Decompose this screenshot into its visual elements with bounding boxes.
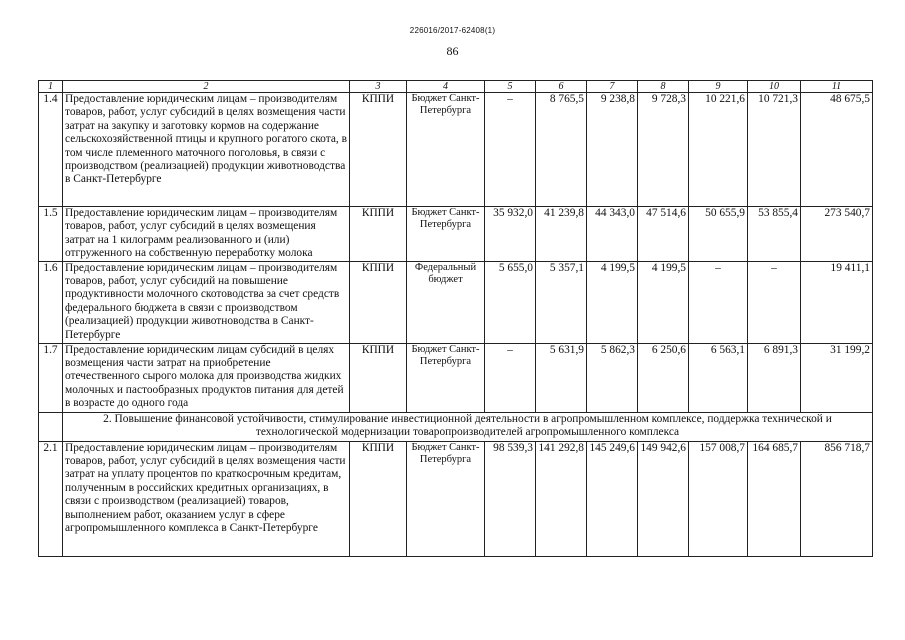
row-number: 1.4 <box>39 93 63 207</box>
administrator: КППИ <box>350 261 407 343</box>
administrator: КППИ <box>350 343 407 412</box>
table-row <box>39 343 873 412</box>
value-cell: 5 631,9 <box>536 343 587 412</box>
funding-source: Бюджет Санкт-Петербурга <box>407 93 485 207</box>
column-header: 5 <box>485 81 536 93</box>
value-cell: 35 932,0 <box>485 207 536 262</box>
column-header: 10 <box>748 81 801 93</box>
column-header: 2 <box>63 81 350 93</box>
measure-description: Предоставление юридическим лицам – производителям товаров, работ, услуг субсидий в целях возмещения части затрат на уплату процентов по краткосрочным кредитам, полученным в российских кредитных организациях, в связи с производством (реализацией) товаров, выполнением работ, оказанием услуг в сфере агропромышленного комплекса в Санкт-Петербурге <box>63 441 350 556</box>
row-number: 1.6 <box>39 261 63 343</box>
column-header: 9 <box>689 81 748 93</box>
row-number: 1.5 <box>39 207 63 262</box>
value-cell: 4 199,5 <box>587 261 638 343</box>
empty-cell <box>39 412 63 441</box>
value-cell: 157 008,7 <box>689 441 748 556</box>
value-cell: 98 539,3 <box>485 441 536 556</box>
value-cell: 4 199,5 <box>638 261 689 343</box>
funding-source: Бюджет Санкт-Петербурга <box>407 207 485 262</box>
value-cell: 53 855,4 <box>748 207 801 262</box>
value-cell: 8 765,5 <box>536 93 587 207</box>
value-cell: 145 249,6 <box>587 441 638 556</box>
value-cell: 6 891,3 <box>748 343 801 412</box>
table-row <box>39 93 873 207</box>
value-cell: 5 862,3 <box>587 343 638 412</box>
value-cell: 6 563,1 <box>689 343 748 412</box>
administrator: КППИ <box>350 207 407 262</box>
section-title: 2. Повышение финансовой устойчивости, стимулирование инвестиционной деятельности в агропромышленном комплексе, поддержка технической и технологической модернизации товаропроизводителей агропромышленного комплекса <box>63 412 873 441</box>
value-cell: 50 655,9 <box>689 207 748 262</box>
total-cell: 48 675,5 <box>801 93 873 207</box>
column-header: 4 <box>407 81 485 93</box>
column-header: 6 <box>536 81 587 93</box>
column-header: 7 <box>587 81 638 93</box>
value-cell: 5 357,1 <box>536 261 587 343</box>
value-cell: – <box>748 261 801 343</box>
value-cell: 10 221,6 <box>689 93 748 207</box>
table-row <box>39 441 873 556</box>
value-cell: 164 685,7 <box>748 441 801 556</box>
value-cell: 47 514,6 <box>638 207 689 262</box>
column-header: 8 <box>638 81 689 93</box>
administrator: КППИ <box>350 93 407 207</box>
value-cell: 5 655,0 <box>485 261 536 343</box>
column-number-row <box>39 81 873 93</box>
total-cell: 273 540,7 <box>801 207 873 262</box>
table-row <box>39 207 873 262</box>
funding-source: Бюджет Санкт-Петербурга <box>407 441 485 556</box>
budget-table <box>38 80 873 557</box>
table-row <box>39 261 873 343</box>
measure-description: Предоставление юридическим лицам – производителям товаров, работ, услуг субсидий в целях возмещения затрат на 1 килограмм реализованного и (или) отгруженного на собственную переработку молока <box>63 207 350 262</box>
value-cell: – <box>485 93 536 207</box>
value-cell: – <box>485 343 536 412</box>
funding-source: Федеральный бюджет <box>407 261 485 343</box>
value-cell: 9 728,3 <box>638 93 689 207</box>
value-cell: 149 942,6 <box>638 441 689 556</box>
value-cell: 141 292,8 <box>536 441 587 556</box>
total-cell: 31 199,2 <box>801 343 873 412</box>
row-number: 1.7 <box>39 343 63 412</box>
total-cell: 19 411,1 <box>801 261 873 343</box>
measure-description: Предоставление юридическим лицам – производителям товаров, работ, услуг субсидий в целях возмещения части затрат на закупку и заготовку кормов на содержание сельскохозяйственной птицы и крупного рогатого скота, в том числе племенного маточного поголовья, в связи с производством (реализацией) продукции животноводства в Санкт-Петербурге <box>63 93 350 207</box>
value-cell: – <box>689 261 748 343</box>
value-cell: 41 239,8 <box>536 207 587 262</box>
document-id: 226016/2017-62408(1) <box>409 26 496 35</box>
administrator: КППИ <box>350 441 407 556</box>
measure-description: Предоставление юридическим лицам – производителям товаров, работ, услуг субсидий на повышение продуктивности молочного скотоводства за счет средств федерального бюджета в связи с производством (реализацией) продукции животноводства в Санкт-Петербурге <box>63 261 350 343</box>
page-number: 86 <box>446 44 459 58</box>
funding-source: Бюджет Санкт-Петербурга <box>407 343 485 412</box>
row-number: 2.1 <box>39 441 63 556</box>
column-header: 1 <box>39 81 63 93</box>
value-cell: 10 721,3 <box>748 93 801 207</box>
value-cell: 6 250,6 <box>638 343 689 412</box>
column-header: 11 <box>801 81 873 93</box>
section-heading-row <box>39 412 873 441</box>
measure-description: Предоставление юридическим лицам субсидий в целях возмещения части затрат на приобретение отечественного сырого молока для производства жидких молочных и пастообразных продуктов питания для детей в возрасте до одного года <box>63 343 350 412</box>
value-cell: 44 343,0 <box>587 207 638 262</box>
total-cell: 856 718,7 <box>801 441 873 556</box>
column-header: 3 <box>350 81 407 93</box>
value-cell: 9 238,8 <box>587 93 638 207</box>
